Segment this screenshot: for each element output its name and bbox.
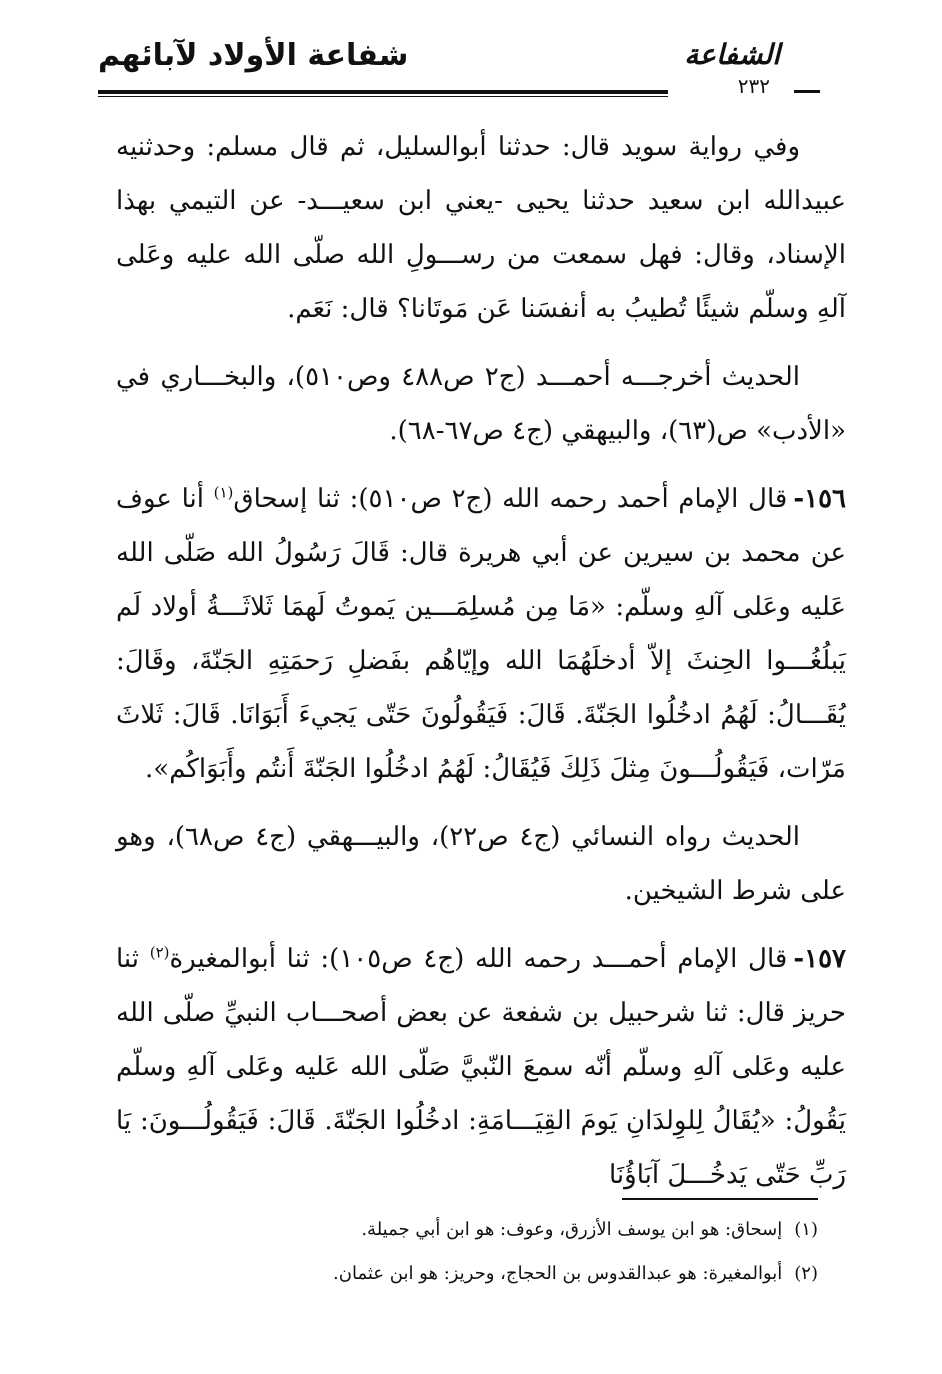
footnote-ref[interactable]: (١) [213,483,234,502]
hadith-text: أنا عوف عن محمد بن سيرين عن أبي هريرة قال: قَالَ رَسُولُ الله صَلّى الله عَليه وعَلى آلهِ وسلّم: «مَا مِن مُسلِمَـــين يَموتُ لَهمَا ثَلاثَـــةُ أولاد لَم يَبلُغُـــوا الحِنثَ إلاّ أدخلَهُمَا الله وإيّاهُم بفَضلِ رَحمَتِهِ الجَنّةَ، وقَالَ: يُقَـــالُ: لَهُمُ ادخُلُوا الجَنّةَ. قَالَ: فَيَقُولُونَ حَتّى يَجيءَ أَبَوَانَا. قَالَ: ثَلاثَ مَرّات، فَيَقُولُـــونَ مِثلَ ذَلِكَ فَيُقَالُ: لَهُمُ ادخُلُوا الجَنّةَ أَنتُم وأَبَوَاكُم». [116,484,846,784]
hadith-156 [116,472,846,796]
footnotes [118,1210,818,1298]
page-number: ٢٣٢ [737,74,770,98]
header-rule-thin [98,96,668,97]
footnote [118,1254,818,1294]
hadith-text-lead: قال الإمام أحمد رحمه الله (ج٢ ص٥١٠): ثنا إسحاق [233,484,788,514]
page-body [116,120,846,1216]
page-header [98,28,820,98]
citation-paragraph: الحديث أخرجـــه أحمـــد (ج٢ ص٤٨٨ وص٥١٠)، والبخـــاري في «الأدب» ص(٦٣)، والبيهقي (ج٤ ص٦٧-٦٨). [116,362,846,446]
footnote-text: أبوالمغيرة: هو عبدالقدوس بن الحجاج، وحريز: هو ابن عثمان. [333,1263,783,1284]
running-title: شفاعة الأولاد لآبائهم [98,38,409,73]
hadith-text-lead: قال الإمام أحمـــد رحمه الله (ج٤ ص١٠٥): ثنا أبوالمغيرة [169,944,788,974]
footnote [118,1210,818,1250]
hadith-text: ثنا حريز قال: ثنا شرحبيل بن شفعة عن بعض أصحـــاب النبيِّ صلّى الله عليه وعَلى آلهِ وسلّم أنّه سمعَ النّبيَّ صَلّى الله عَليه وعَلى آلهِ وسلّم يَقُولُ: «يُقَالُ لِلوِلدَانِ يَومَ القِيَـــامَةِ: ادخُلُوا الجَنّةَ. قَالَ: فَيَقُولُـــونَ: يَا رَبِّ حَتّى يَدخُـــلَ آبَاؤُنَا [116,944,846,1190]
hadith-157 [116,932,846,1202]
footnote-separator [622,1198,818,1200]
book-logo: الشفاعة [684,38,780,71]
hadith-number: ١٥٦- [793,484,847,514]
footnote-ref[interactable]: (٢) [149,943,170,962]
footnote-text: إسحاق: هو ابن يوسف الأزرق، وعوف: هو ابن أبي جميلة. [361,1219,783,1240]
header-rule [98,90,668,94]
footnote-mark: (١) [794,1219,818,1240]
header-rule-dash [794,90,820,93]
footnote-mark: (٢) [794,1263,818,1284]
hadith-number: ١٥٧- [793,944,847,974]
paragraph: وفي رواية سويد قال: حدثنا أبوالسليل، ثم قال مسلم: وحدثنيه عبيدالله ابن سعيد حدثنا يحيى -يعني ابن سعيـــد- عن التيمي بهذا الإسناد، وقال: فهل سمعت من رســـولِ الله صلّى الله عليه وعَلى آلهِ وسلّم شيئًا تُطيبُ به أنفسَنا عَن مَوتَانا؟ قال: نَعَم. [116,132,846,324]
citation-paragraph: الحديث رواه النسائي (ج٤ ص٢٢)، والبيـــهقي (ج٤ ص٦٨)، وهو على شرط الشيخين. [116,822,846,906]
